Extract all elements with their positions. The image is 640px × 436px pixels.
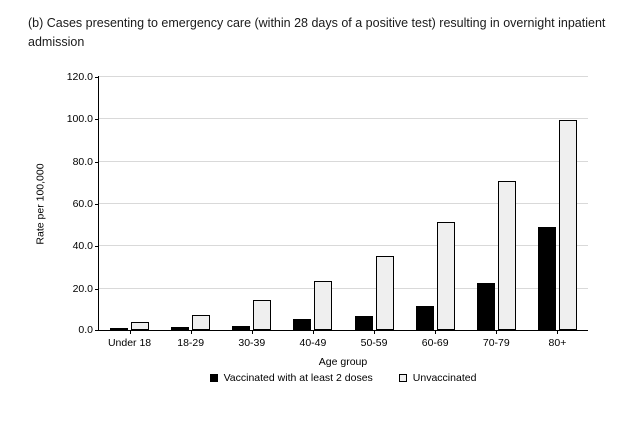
x-tick-label-80-plus: 80+	[548, 337, 567, 349]
x-tick-mark-80-plus	[557, 330, 558, 334]
legend-label-vaccinated: Vaccinated with at least 2 doses	[223, 372, 373, 384]
x-axis-label: Age group	[318, 356, 368, 368]
bar-group-70-79	[466, 76, 527, 349]
bars-under-18	[99, 76, 160, 330]
bar-group-80-plus	[527, 76, 588, 349]
x-tick-mark-30-39	[252, 330, 253, 334]
y-tick-label-80: 80.0	[72, 155, 93, 168]
x-tick-mark-40-49	[313, 330, 314, 334]
y-tick-label-60: 60.0	[72, 198, 93, 210]
bar-group-40-49	[282, 76, 343, 349]
y-tick-label-100: 100.0	[66, 113, 93, 126]
x-tick-label-70-79: 70-79	[482, 337, 510, 349]
legend-swatch-unvaccinated-icon	[399, 374, 407, 382]
bar-vaccinated-30-39	[232, 326, 250, 330]
x-tick-label-50-59: 50-59	[360, 337, 388, 349]
bar-vaccinated-60-69	[416, 306, 434, 330]
bar-unvaccinated-18-29	[192, 315, 210, 330]
y-tick-label-120: 120.0	[66, 71, 93, 83]
bar-unvaccinated-50-59	[376, 256, 394, 330]
figure-caption: (b) Cases presenting to emergency care (within 28 days of a positive test) resulting in overnight inpatient admission	[28, 16, 606, 49]
y-tick-label-0: 0.0	[78, 324, 93, 336]
chart-area	[0, 60, 640, 368]
bars-70-79	[466, 76, 527, 330]
bar-unvaccinated-60-69	[437, 222, 455, 330]
bar-group-under-18	[99, 76, 160, 349]
x-tick-label-under-18: Under 18	[107, 337, 152, 349]
x-tick-label-40-49: 40-49	[299, 337, 327, 349]
bar-vaccinated-70-79	[477, 283, 495, 330]
x-tick-mark-50-59	[374, 330, 375, 334]
bars-60-69	[405, 76, 466, 330]
bar-vaccinated-80-plus	[538, 227, 556, 330]
bar-unvaccinated-30-39	[253, 300, 271, 330]
y-axis-label-text: Rate per 100,000	[35, 162, 47, 245]
bar-group-30-39	[221, 76, 282, 349]
chart-legend	[98, 372, 588, 384]
x-tick-mark-18-29	[191, 330, 192, 334]
bar-group-18-29	[160, 76, 221, 349]
y-tick-label-40: 40.0	[72, 240, 93, 253]
y-axis-label	[34, 76, 48, 331]
x-tick-mark-60-69	[435, 330, 436, 334]
legend-label-unvaccinated: Unvaccinated	[412, 372, 477, 384]
bar-vaccinated-18-29	[171, 327, 189, 330]
x-tick-label-30-39: 30-39	[238, 337, 266, 349]
x-tick-label-18-29: 18-29	[177, 337, 205, 349]
legend-swatch-vaccinated-icon	[210, 374, 218, 382]
bar-unvaccinated-80-plus	[559, 120, 577, 330]
x-tick-mark-under-18	[130, 330, 131, 334]
legend-item-vaccinated	[210, 372, 373, 384]
bar-vaccinated-50-59	[355, 316, 373, 330]
bars-30-39	[221, 76, 282, 330]
bar-group-60-69	[405, 76, 466, 349]
bars-50-59	[344, 76, 405, 330]
bar-unvaccinated-70-79	[498, 181, 516, 330]
x-tick-label-60-69: 60-69	[421, 337, 449, 349]
bars-40-49	[282, 76, 343, 330]
bar-unvaccinated-40-49	[314, 281, 332, 330]
legend-item-unvaccinated	[399, 372, 477, 384]
bar-group-50-59	[344, 76, 405, 349]
x-tick-mark-70-79	[496, 330, 497, 334]
y-tick-label-20: 20.0	[72, 282, 93, 295]
bar-vaccinated-under-18	[110, 328, 128, 330]
bars-18-29	[160, 76, 221, 330]
bar-vaccinated-40-49	[293, 319, 311, 330]
bar-unvaccinated-under-18	[131, 322, 149, 330]
bars-80-plus	[527, 76, 588, 330]
plot-area	[66, 71, 588, 349]
y-tick-mark-0	[95, 330, 99, 331]
